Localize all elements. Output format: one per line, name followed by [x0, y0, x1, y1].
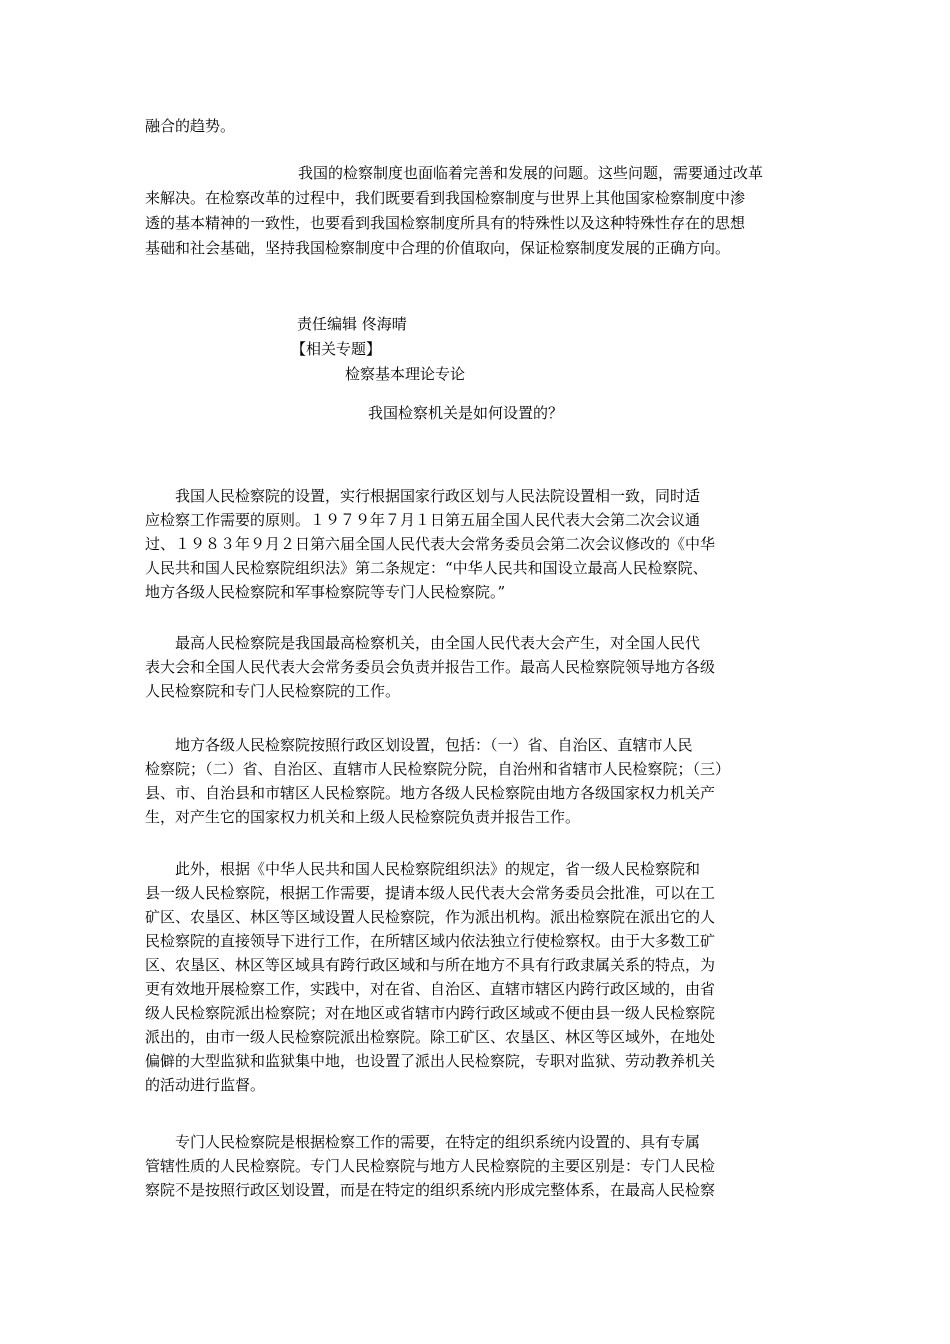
paragraph-line: 此外，根据《中华人民共和国人民检察院组织法》的规定，省一级人民检察院和 — [145, 860, 701, 878]
reform-line-2: 来解决。在检察改革的过程中，我们既要看到我国检察制度与世界上其他国家检察制度中渗 — [145, 189, 746, 207]
article-paragraph-2 — [145, 631, 715, 703]
related-topic-link[interactable]: 检察基本理论专论 — [345, 365, 466, 383]
paragraph-line: 地方各级人民检察院和军事检察院等专门人民检察院。” — [145, 583, 506, 601]
paragraph-line: 过、１９８３年９月２日第六届全国人民代表大会常务委员会第二次会议修改的《中华 — [145, 535, 716, 553]
paragraph-line: 县、市、自治县和市辖区人民检察院。地方各级人民检察院由地方各级国家权力机关产 — [145, 784, 716, 802]
paragraph-line: 的活动进行监督。 — [145, 1076, 266, 1094]
article-title: 我国检察机关是如何设置的？ — [368, 404, 564, 422]
paragraph-line: 生，对产生它的国家权力机关和上级人民检察院负责并报告工作。 — [145, 808, 581, 826]
paragraph-line: 级人民检察院派出检察院；对在地区或省辖市内跨行政区域或不便由县一级人民检察院 — [145, 1004, 716, 1022]
paragraph-line: 检察院；（二）省、自治区、直辖市人民检察院分院，自治州和省辖市人民检察院；（三） — [145, 760, 731, 778]
paragraph-line: 人民共和国人民检察院组织法》第二条规定：“中华人民共和国设立最高人民检察院、 — [145, 559, 708, 577]
paragraph-line: 偏僻的大型监狱和监狱集中地，也设置了派出人民检察院，专职对监狱、劳动教养机关 — [145, 1052, 716, 1070]
article-paragraph-5 — [145, 1130, 715, 1202]
reform-line-4: 基础和社会基础，坚持我国检察制度中合理的价值取向，保证检察制度发展的正确方向。 — [145, 239, 731, 257]
related-heading: 【相关专题】 — [291, 340, 382, 358]
paragraph-line: 应检察工作需要的原则。１９７９年７月１日第五届全国人民代表大会第二次会议通 — [145, 511, 701, 529]
paragraph-line: 察院不是按照行政区划设置，而是在特定的组织系统内形成完整体系，在最高人民检察 — [145, 1181, 716, 1199]
paragraph-line: 县一级人民检察院，根据工作需要，提请本级人民代表大会常务委员会批准，可以在工 — [145, 884, 716, 902]
reform-line-1: 我国的检察制度也面临着完善和发展的问题。这些问题，需要通过改革 — [298, 164, 764, 182]
paragraph-line: 派出的，由市一级人民检察院派出检察院。除工矿区、农垦区、林区等区域外，在地处 — [145, 1028, 716, 1046]
paragraph-line: 更有效地开展检察工作，实践中，对在省、自治区、直辖市辖区内跨行政区域的，由省 — [145, 980, 716, 998]
editor-line: 责任编辑 佟海晴 — [297, 315, 407, 333]
reform-paragraph — [145, 161, 763, 261]
article-paragraph-4 — [145, 857, 715, 1097]
paragraph-line: 管辖性质的人民检察院。专门人民检察院与地方人民检察院的主要区别是：专门人民检 — [145, 1157, 716, 1175]
paragraph-line: 我国人民检察院的设置，实行根据国家行政区划与人民法院设置相一致，同时适 — [145, 487, 701, 505]
article-paragraph-3 — [145, 733, 730, 829]
reform-line-3: 透的基本精神的一致性，也要看到我国检察制度所具有的特殊性以及这种特殊性存在的思想 — [145, 214, 746, 232]
paragraph-line: 区、农垦区、林区等区域具有跨行政区域和与所在地方不具有行政隶属关系的特点，为 — [145, 956, 716, 974]
paragraph-line: 专门人民检察院是根据检察工作的需要，在特定的组织系统内设置的、具有专属 — [145, 1133, 701, 1151]
paragraph-line: 人民检察院和专门人民检察院的工作。 — [145, 682, 401, 700]
paragraph-line: 民检察院的直接领导下进行工作，在所辖区域内依法独立行使检察权。由于大多数工矿 — [145, 932, 716, 950]
article-paragraph-1 — [145, 484, 715, 604]
paragraph-line: 表大会和全国人民代表大会常务委员会负责并报告工作。最高人民检察院领导地方各级 — [145, 658, 716, 676]
paragraph-line: 地方各级人民检察院按照行政区划设置，包括：（一）省、自治区、直辖市人民 — [145, 736, 693, 754]
top-fragment: 融合的趋势。 — [145, 117, 236, 135]
paragraph-line: 矿区、农垦区、林区等区域设置人民检察院，作为派出机构。派出检察院在派出它的人 — [145, 908, 716, 926]
paragraph-line: 最高人民检察院是我国最高检察机关，由全国人民代表大会产生，对全国人民代 — [145, 634, 701, 652]
